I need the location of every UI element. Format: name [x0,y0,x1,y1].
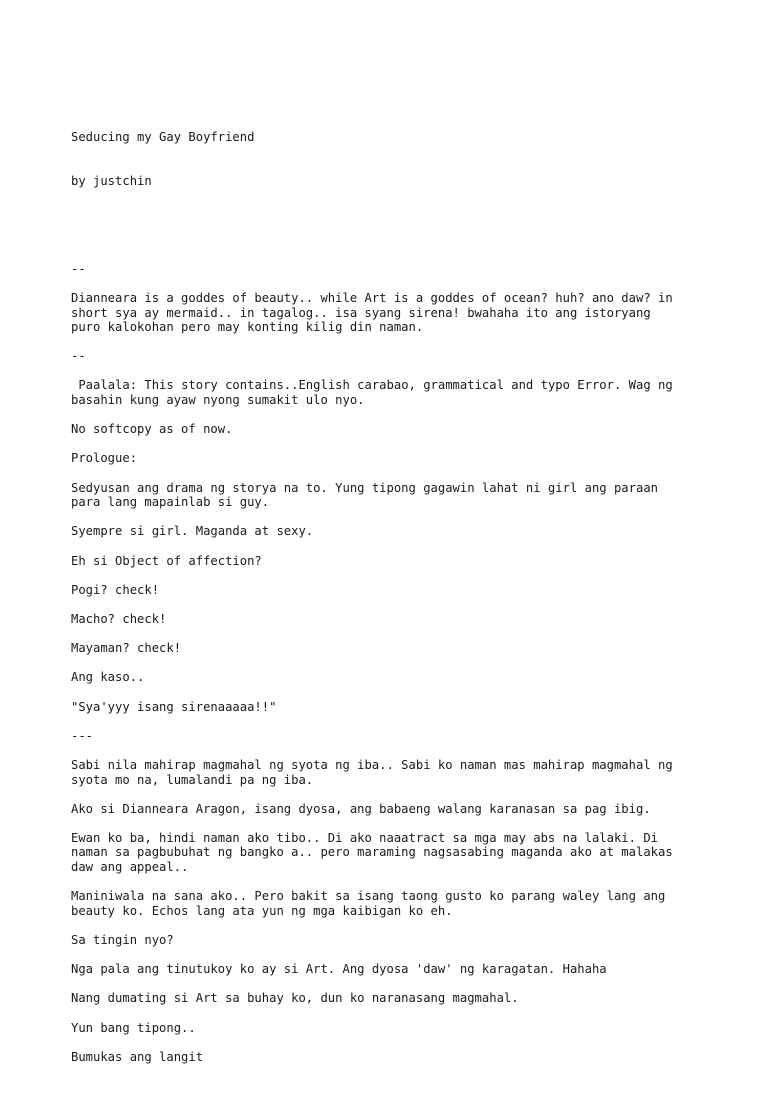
paragraph [71,1021,711,1036]
text-line: Dianneara is a goddes of beauty.. while Art is a goddes of ocean? huh? ano daw? in [71,290,673,305]
text-line: Prologue: [71,451,138,466]
document-header [71,101,711,218]
text-line: basahin kung ayaw nyong sumakit ulo nyo. [71,393,365,408]
text-line: puro kalokohan pero may konting kilig din naman. [71,320,424,335]
paragraph [71,641,711,656]
paragraph [71,962,711,977]
paragraph [71,991,711,1006]
text-line: Eh si Object of affection? [71,553,262,568]
paragraph [71,422,711,437]
text-line: beauty ko. Echos lang ata yun ng mga kaibigan ko eh. [71,903,453,918]
paragraph [71,729,711,744]
text-line: Macho? check! [71,611,167,626]
text-line: syota mo na, lumalandi pa ng iba. [71,772,314,787]
text-line: short sya ay mermaid.. in tagalog.. isa syang sirena! bwahaha ito ang istoryang [71,305,651,320]
paragraph [71,758,711,787]
text-line: Pogi? check! [71,582,160,597]
text-line: --- [71,728,94,743]
paragraph [71,831,711,875]
paragraph [71,481,711,510]
document-byline: by justchin [71,174,152,189]
text-line: Sa tingin nyo? [71,933,174,948]
document-body [71,262,711,1065]
paragraph [71,554,711,569]
paragraph [71,378,711,407]
paragraph [71,349,711,364]
text-line: Paalala: This story contains..English carabao, grammatical and typo Error. Wag ng [71,378,673,393]
text-line: -- [71,349,86,364]
text-line: Maniniwala na sana ako.. Pero bakit sa isang taong gusto ko parang waley lang ang [71,889,666,904]
text-line: Mayaman? check! [71,641,182,656]
document-page [71,72,711,1094]
paragraph [71,889,711,918]
paragraph [71,583,711,598]
text-line: Bumukas ang langit [71,1049,204,1064]
text-line: Ako si Dianneara Aragon, isang dyosa, ang babaeng walang karanasan sa pag ibig. [71,801,651,816]
paragraph [71,700,711,715]
text-line: Ang kaso.. [71,670,145,685]
text-line: Nang dumating si Art sa buhay ko, dun ko naranasang magmahal. [71,991,519,1006]
paragraph [71,291,711,335]
paragraph [71,524,711,539]
paragraph [71,670,711,685]
document-title: Seducing my Gay Boyfriend [71,130,255,145]
text-line: naman sa pagbubuhat ng bangko a.. pero maraming nagsasabing maganda ako at malakas [71,845,673,860]
text-line: Sabi nila mahirap magmahal ng syota ng iba.. Sabi ko naman mas mahirap magmahal ng [71,757,673,772]
paragraph [71,451,711,466]
text-line: Syempre si girl. Maganda at sexy. [71,524,314,539]
text-line: daw ang appeal.. [71,860,189,875]
text-line: Sedyusan ang drama ng storya na to. Yung tipong gagawin lahat ni girl ang paraan [71,480,658,495]
paragraph [71,933,711,948]
paragraph [71,262,711,277]
text-line: Nga pala ang tinutukoy ko ay si Art. Ang dyosa 'daw' ng karagatan. Hahaha [71,962,607,977]
paragraph [71,1050,711,1065]
text-line: "Sya'yyy isang sirenaaaaa!!" [71,699,277,714]
text-line: Ewan ko ba, hindi naman ako tibo.. Di ako naaatract sa mga may abs na lalaki. Di [71,830,658,845]
text-line: Yun bang tipong.. [71,1020,196,1035]
text-line: No softcopy as of now. [71,422,233,437]
paragraph [71,612,711,627]
paragraph [71,802,711,817]
text-line: -- [71,261,86,276]
text-line: para lang mapainlab si guy. [71,495,270,510]
